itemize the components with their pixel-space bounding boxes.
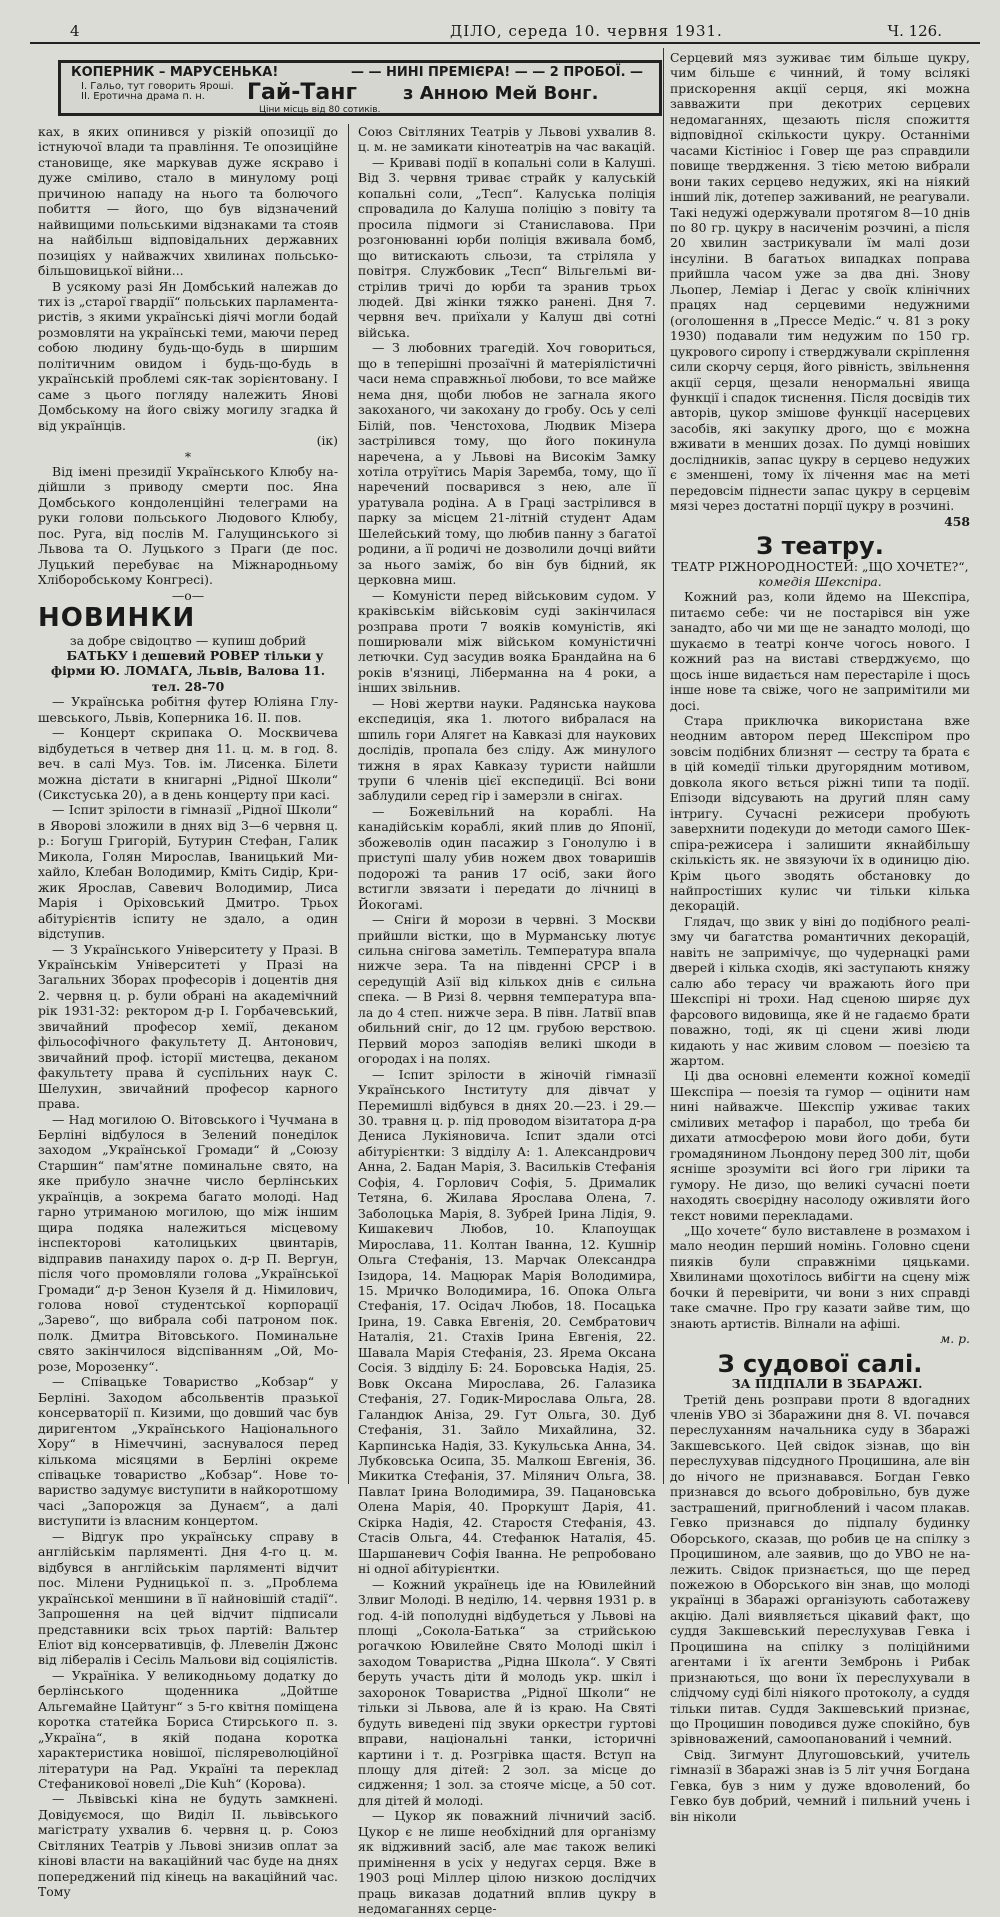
- page-number: 4: [70, 22, 80, 40]
- news-item: — Відгук про українську справу в англійськім парляменті. Дня 4-го ц. м. відбувся в англійськім парляменті відчит пос. Мілени Рудницької п. з. „Проблема української меншини в її найновішій стадії“. Запрошення на цей відчит підписали представники всіх трьох партій: Вальтер Еліот від консервативців, ф. Ллевелін Джонс від лібералів і Сесіль Мальови від соціялістів.: [38, 1528, 338, 1668]
- review-text: Кожний раз, коли йдемо на Шекспіра, питаємо себе: чи не постарівся він уже занадто, або чи ми ще не занадто молоді, що шукаємо в театрі конче чогось нового. І кожний раз на виставі стверджуємо, що щось інше видається нам перестаріле і щось інше нове та свіже, чого не запримітили ми досі.: [670, 589, 970, 713]
- review-text: Ці два основні елементи кожної комедії Шекспіра — поезія та гумор — оцінити нам нині найважче. Шекспір уживає таких сміливих метафор і парабол, що треба би дихати атмосферою мови його доби, бути громадянином Льондону перед 300 літ, щоби ясніше зрозуміти всі його гри лірики та гумору. Не дизо, що великі сучасні поети находять своєрідну насолоду оживляти його текст новими перекладами.: [670, 1068, 970, 1223]
- article-text: ках, в яких опинився у різкій опозиції до істнуючої влади та правління. Те опозиційне становище, яке маркував дуже яскраво і дуже сміливо, стало в минулому році причиною нападу на нього та болючого побиття — його, що був відзначений найвищими польськими відзнаками та стояв на найбільш відповідальних державних позиціях у найважчих хвилинах польсько-більшовицької війни...: [38, 124, 338, 279]
- news-item: — Іспит зрілости в жіночій гімназії Українського Інституту для дівчат у Перемишлі відбувся в днях 20.—23. і 29.—30. травня ц. р. під проводом візитатора д-ра Дениса Лукіяновича. Іспит здали отсі абітурієнтки: З відділу А: 1. Александрович Анна, 2. Бадан Марія, 3. Васильків Стефанія Софія, 4. Горлович Софія, 5. Дрималик Тетяна, 6. Жилава Ярослава Олена, 7. Заболоцька Марія, 8. Зубрей Ірина Лідія, 9. Кишакевич Любов, 10. Клапоущак Мирослава, 11. Колтан Іванна, 12. Кушнір Ольга Стефанія, 13. Марчак Олександра Ізидора, 14. Мацюрак Марія Володимира, 15. Мричко Володимира, 16. Опока Ольга Стефанія, 17. Осідач Любов, 18. Посацька Ірина, 19. Савка Евгенія, 20. Сембратович Наталія, 21. Стахів Ірина Евгенія, 22. Шавала Марія Стефанія, 23. Ярема Оксана Сосія. З відділу Б: 24. Боровська Надія, 25. Вовк Оксана Мирослава, 26. Галазика Стефанія, 27. Годик-Мирослава Ольга, 28. Галандюк Аніза, 29. Гут Ольга, 30. Дуб Стефанія, 31. Зайло Михайлина, 32. Карпинська Надія, 33. Кукульська Анна, 34. Лубковська Осипа, 35. Малкош Евгенія, 36. Микитка Стефанія, 37. Мілянич Ольга, 38. Павлат Ірина Володимира, 39. Пацановська Олена Марія, 40. Проркушт Дарія, 41. Скірка Надія, 42. Старостя Стефанія, 43. Стасів Ольга, 44. Стефанюк Наталія, 45. Шаршаневич Софія Іванна. Не репробовано ні одної абітурієнтки.: [358, 1066, 656, 1577]
- news-item: — Львівські кіна не будуть замкнені. Довідуємося, що Виділ II. львівського магістрату ухвалив 6. червня ц. р. Союз Світляних Театрів у Львові знизив оплат за кінові власти на вакаційний час буде на днях попереджений під кінець на вакаційний час. Тому: [38, 1791, 338, 1900]
- review-signature: м. р.: [939, 1331, 970, 1347]
- ad-program-1: І. Гальо, тут говорить Яроші.: [81, 81, 234, 92]
- theatre-subtitle: ТЕАТР РІЖНОРОДНОСТЕЙ: „ЩО ХОЧЕТЕ?“,: [671, 558, 969, 574]
- ad-film-star: з Анною Мей Вонг.: [403, 83, 599, 104]
- theatre-subtitle-2: комедія Шекспіра.: [758, 573, 882, 589]
- classified-ad-shop: БАТЬКУ і дешевий РОВЕР тільки у фірми Ю. ЛОМАГА, Львів, Валова 11. тел. 28-70: [50, 647, 326, 694]
- article-text: В усякому разі Ян Домбський належав до тих із „старої гвардії“ польських парламентаристів, з якими українські діячі могли бодай розмовляти на українські теми, маючи перед собою людину будь-що-будь в ширшим політичним овидом і будь-що-будь в українській проблемі сяк-так зорієнтовану. І саме з цього погляду належить Янові Домбському на його свіжу могилу згадка й від українців.: [38, 278, 338, 433]
- ad-film-title: Гай-Танг: [247, 80, 357, 105]
- news-item: — Співацьке Товариство „Кобзар“ у Берліні. Заходом абсольвентів празької консерваторії п. Кизими, що довший час був диригентом „Українського Національного Хору“ в Німеччині, заснувалося перед кількома місяцями в Берліні окреме співацьке товариство „Кобзар“. Нове товариство задумує виступити в найкоротшому часі „Запорожця за Дунаєм“, а далі виступити із власним концертом.: [38, 1374, 338, 1529]
- news-item: — Комуністи перед військовим судом. У краківськім військовім суді закінчилася розправа проти 7 вояків комуністів, які поширювали між військом комуністичні летючки. Суд засудив вояка Брандайна на 6 років в'язниці, Ліберманна на 4 роки, а інших звільнив.: [358, 587, 656, 696]
- court-text: Третій день розправи проти 8 вдогадних членів УВО зі Збаражини дня 8. VI. почався переслуханням начальника суду в Збаражі Закшевського. Цей свідок зізнав, що він переслухував підсудного Процишина, але він до нічого не признавався. Богдан Гевко признався до всього добровільно, був дуже застрашений, пригноблений і часом плакав. Гевко признався до підпалу будинку Оборського, сказав, що робив це на спілку з Процишином, але заявив, що до УВО не належить. Свідок признається, що ще перед пожежою в Оборського він знав, що молоді українці в Збаражі організують саботажеву акцію. Далі виявляється цікавий факт, що суддя Закшевський переслухував Гевка і Процишина на спілку з поліційними агентами і їх агенти Зембронь і Рибак признаються, що вони їх переслухували в слідчому суді білі ніякого протоколу, а суддя тільки питав. Суддя Закшевський признає, що Процишин поводився дуже спокійно, був зрівноважений, самоопанований і чемний.: [670, 1391, 970, 1747]
- news-section-title: НОВИНКИ: [38, 603, 196, 634]
- cinema-advertisement: [58, 60, 662, 116]
- court-text: Свід. Зигмунт Длугошовський, учитель гімназії в Збаражі знав із 5 літ учня Богдана Гевка, був з ним у дуже вдоволений, бо Гевко був добрий, чемний і пильний учень і він ніколи: [670, 1746, 970, 1824]
- review-text: „Що хочете“ було виставлене в розмахом і мало неодин перший номінь. Головно сцени пияків були справжніми цяцьками. Хвилинами щохотілось вибігти на сцену між бочки й перевірити, чи вони з них справді таке смачне. Про гру казати зайве тим, що знають артистів. Вілнали на афіші.: [670, 1222, 970, 1331]
- news-item: — Концерт скрипака О. Москвичева відбудеться в четвер дня 11. ц. м. в год. 8. веч. в салі Муз. Тов. ім. Лисенка. Білети можна дістати в книгарні „Рідної Школи“ (Сикстуська 20), а в день концерту при касі.: [38, 725, 338, 803]
- ad-premiere: — — НИНІ ПРЕМІЄРА! — — 2 ПРОБОЇ. —: [351, 65, 644, 80]
- left-column: [38, 124, 338, 1900]
- separator-star: *: [184, 448, 192, 464]
- news-item: — Сніги й морози в червні. З Москви прийшли вістки, що в Мурманську лютує сильна снігова заметіль. Температура впала нижче зера. Та на південні СРСР і в середущій Азії від кількох днів є сильна спека. — В Ризі 8. червня температура впала до 4 степ. нижче зера. В півн. Латвії впав обильний сніг, до 12 цм. грубою верствою. Первий мороз заподіяв великі шкоди в огородах і на полях.: [358, 912, 656, 1067]
- separator: —о—: [171, 587, 205, 603]
- classified-ad-line: за добре свідоцтво — купиш добрий: [69, 632, 307, 648]
- header-rule: [30, 42, 980, 44]
- issue-number: Ч. 126.: [887, 22, 942, 40]
- article-text: Від імені президії Українського Клюбу надійшли з приводу смерти пос. Яна Домбського кондоленційні телеграми на руки голови польського Людового Клюбу, пос. Руга, від послів М. Галущинського зі Львова та О. Луцького з Праги (де пос. Луцький перебуває на Міжнародньому Хліборобському Конгресі).: [38, 463, 338, 588]
- news-item: — Україніка. У великодньому додатку до берлінського щоденника „Дойтше Альгемайне Цайтунг“ з 5-го квітня поміщена коротка статейка Бориса Стирського п. з. „Україна“, в якій подана коротка характеристика новішої, післяреволюційної літератури на Рад. Україні та переклад Стефаникової новелі „Die Kuh“ (Корова).: [38, 1667, 338, 1792]
- news-item: — З любовних трагедій. Хоч говориться, що в теперішні прозаїчні й матеріялістичні часи нема справжньої любови, то все майже нема дня, щоби любов не загнала якого закоханого, чи закохану до гробу. Ось у селі Білій, пов. Ченстохова, Людвик Мізера застрілився тому, що його покинула наречена, а у Львові на Високім Замку хотіла отруїтись Марія Заремба, тому, що її наречений посварився з нею, але її уратувала родіна. А в Граці застрілився в парку за місцем 21-літній студент Адам Шелейський тому, що любив панну з багатої родини, а її родичі не дозволили дочці вийти за нього заміж, бо він був бідний, як церковна миш.: [358, 340, 656, 588]
- page-header: [30, 18, 980, 42]
- news-item: — Криваві події в копальні соли в Калуші. Від 3. червня триває страйк у калуській копальні соли, „Тесп“. Калуська поліція спровадила до Калуша поліцію з повіту та просила підмоги зі Станиславова. При розгонюванні юрби поліція вживала бомб, що витискають сльози, та стріляла у повітря. Службовик „Тесп“ Вільгельмі вистрілив тричі до юрби та зранив трьох людей. Дві жінки тяжко ранені. Дня 7. червня веч. приїхали у Калуш дві сотні війська.: [358, 154, 656, 340]
- ad-program-2: ІІ. Еротична драма п. н.: [81, 91, 205, 102]
- ad-program: [81, 82, 234, 102]
- article-text: Серцевий мяз зуживає тим більше цукру, чим більше є чинний, й тому всілякі прискорення акції серця, які можна завважити при декотрих серцевих недомаганнях, щезають після спожиття відповідної скількости цукру. Останніми часами Кістініос і Говер ще раз справдили повище твердження. З тією метою вибрали вони таких серцево недужих, які на ніякий інший лік, дотепер заживаний, не реагували. Такі недужі одержували протягом 8—10 днів по 80 гр. цукру в насиченім розчині, а після 20 хвилин застрикували їм малі дози інсуліни. В багатьох випадках поправа прийшла часом уже за два дні. Знову Льопер, Леміар і Дегас у своїк клінічних працях над серцевими недужними (оголошення в „Прессе Медіс.“ ч. 81 з року 1930) подавали тим недужим по 150 гр. цукрового сиропу і стверджували скріплення сили скорчу серця, його рівність, звільнення акції серця, щезали ненормальні явища функції і спадок тиснення. Після досвідів тих авторів, цукор змішове функції насерцевих засобів, які закупку дрого, що є можна вживати в менших дозах. По думці новіших дослідників, запас цукру в серцево недужих є зменшені, тому їх лічення має на меті передовсім піднести запас цукру в серцевім мязі через достатні порції цукру в розчині.: [670, 50, 970, 514]
- news-item: — Українська робітня футер Юліяна Глушевського, Львів, Коперника 16. II. пов.: [38, 694, 338, 725]
- news-item: Союз Світляних Театрів у Львові ухвалив 8. ц. м. не замикати кінотеатрів на час вакацій.: [358, 124, 656, 155]
- review-text: Стара приключка використана вже неодним автором перед Шекспіром про зовсім подібних близнят — сестру та брата є в цій комедії тільки другорядним мотивом, довкола якого вється ріжні типи та події. Епізоди відсувають на другий плян саму інтригу. Сучасні режисери пробують заверхнити подекуди до методи самого Шекспіра-режисера і залишити якнайбільшу скількість як. не звязуючи їх в одиницю дію. Крім цього зводять обстановку до найпростіших кулис чи тільки кілька декорацій.: [670, 713, 970, 914]
- court-subtitle: ЗА ПІДПАЛИ В ЗБАРАЖІ.: [731, 1376, 923, 1392]
- news-item: — Іспит зрілости в гімназії „Рідної Школи“ в Яворові зложили в днях від 3—6 червня ц. р.: Богуш Григорій, Бутурин Стефан, Галик Микола, Голян Мирослав, Іваницький Михайло, Клебан Володимир, Кміть Сидір, Крижик Ярослав, Савевич Володимир, Лиса Марія і Оріховський Дмитро. Трьох абітурієнтів іспиту не здало, а один відступив.: [38, 802, 338, 942]
- masthead-date: ДІЛО, середа 10. червня 1931.: [450, 22, 723, 40]
- news-item: — Кожний українець іде на Ювилейний Злвиг Молоді. В неділю, 14. червня 1931 р. в год. 4-ій пополудні відбудеться у Львові на площі „Сокола-Батька“ за стрийською рогачкою Ювилейне Свято Молоді шкіл і заходом Товариства „Рідна Школа“. У Святі беруть участь діти й молодь укр. шкіл і захоронок Товариства „Рідної Школи“ не тільки зі Львова, але й із краю. На Святі будуть виведені під звуки оркестри гуртові вправи, національні танки, історичні картини і т. д. Розгрівка щастя. Вступ на площу для дітей: 2 зол. за місце до сидження; 1 зол. за стояче місце, а 50 сот. для дітей й молоді.: [358, 1576, 656, 1808]
- column-divider: [348, 124, 349, 1484]
- news-item: — Божевільний на кораблі. На канадійськім кораблі, який плив до Японії, збожеволів один пасажир з Гонолулю і в приступі шалу убив ножем двох товаришів подорожі та ранив 17 осіб, заки його встигли звязати і передати до лічниці в Йокогамі.: [358, 803, 656, 912]
- news-item: — З Українського Університету у Празі. В Українськім Університеті у Празі на Загальних Зборах професорів і доцентів дня 2. червня ц. р. були обрані на академічний рік 1931-32: ректором д-р І. Горбачевський, звичайний професор хемії, деканом фільософічного факультету Д. Антонович, звичайний проф. історії мистецва, деканом факультету права й суспільних наук С. Шелухин, звичайний професор карного права.: [38, 941, 338, 1112]
- court-section-title: З судової салі.: [717, 1349, 923, 1378]
- middle-column: [358, 124, 656, 1917]
- news-item: — Над могилою О. Вітовського і Чучмана в Берліні відбулося в Зелений понеділок заходом „Української Громади“ й „Союзу Старшин“ пам'ятне поминальне свято, на яке прибуло значне число берлінських українців, а зокрема багато молоді. Над гарно утриманою могилою, що між іншим щира подяка належиться місцевому інспекторові католицьких цвинтарів, відправив панахиду парох о. д-р П. Вергун, після чого промовляли голова „Української Громади“ д-р Зенон Кузеля й д. Німилович, голова нової студентської корпорації „Зарево“, що вибрала собі патроном пок. полк. Дмитра Вітовського. Поминальне свято закінчилося відспіванням „Ой, Морозе, Морозенку“.: [38, 1111, 338, 1374]
- ad-prices: Ціни місць від 80 сотиків.: [259, 105, 381, 115]
- column-divider: [663, 48, 664, 1484]
- signature: (ік): [316, 433, 338, 449]
- ad-number: 458: [944, 513, 970, 529]
- ad-cinema-names: КОПЕРНИК – МАРУСЕНЬКА!: [71, 65, 279, 80]
- theatre-section-title: З театру.: [756, 532, 884, 561]
- review-text: Глядач, що звик у віні до подібного реалізму чи багатства романтичних декорацій, навіть не запримічує, що чудернацкі рами дверей і кілька сходів, які заступають княжу салю або терасу чи вражають його при Шекспірі ні трохи. Над сценою ширяє дух фарсового видовища, яке й не гадаємо брати поважно, тоді, як ці сцени живі люди кидають у нас живим словом — поезією та жартом.: [670, 913, 970, 1068]
- news-item: — Цукор як поважний лічничий засіб. Цукор є не лише необхідний для організму як відживний засіб, але має також великі примінення в усіх у недугах серця. Вже в 1903 році Міллер цілою низкою дослідчих праць виказав додатний вплив цукру в недомаганнях серце-: [358, 1808, 656, 1917]
- news-item: — Нові жертви науки. Радянська наукова експедиція, яка 1. лютого вибралася на шпиль гори Алягет на Кавказі для наукових дослідів, пропала без сліду. Аж минулого тижня в ярах Кавказу туристи найшли трупи 6 членів цієї експедиції. Всі вони заблудили серед гір і замерзли в снігах.: [358, 695, 656, 804]
- right-column: [670, 50, 970, 1824]
